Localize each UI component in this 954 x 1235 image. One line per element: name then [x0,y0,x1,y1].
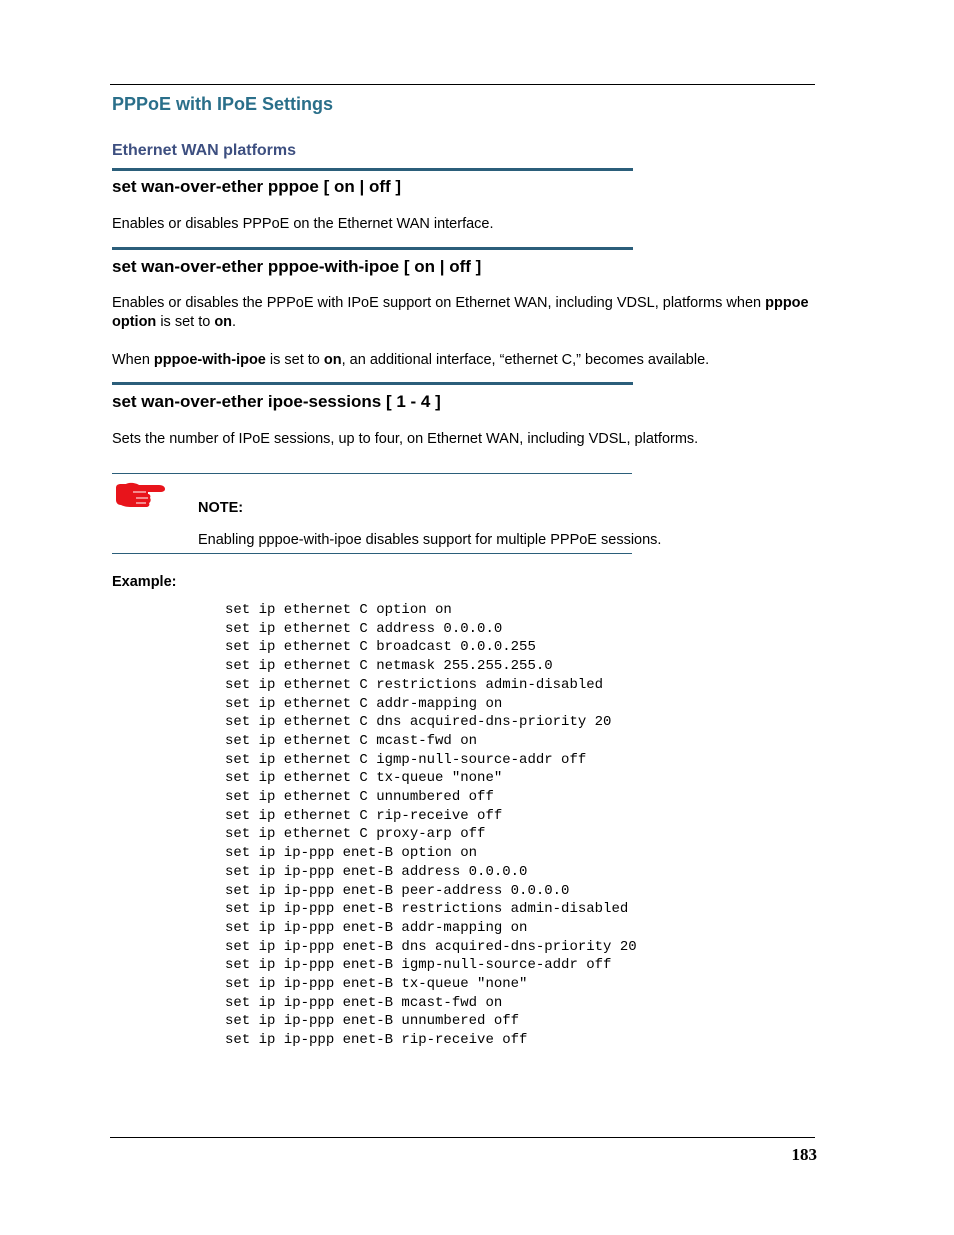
note-text: Enabling pppoe-with-ipoe disables support for multiple PPPoE sessions. [198,532,662,548]
note-label: NOTE: [198,500,244,516]
header-rule [110,84,815,85]
command-title: set wan-over-ether ipoe-sessions [ 1 - 4 ] [112,392,441,411]
command-title: set wan-over-ether pppoe-with-ipoe [ on | off ] [112,257,482,276]
example-code-block: set ip ethernet C option on set ip ethernet C address 0.0.0.0 set ip ethernet C broadcast 0.0.0.255 set ip ethernet C netmask 255.255.255.0 set ip ethernet C restrictions admin-disabled set ip ethernet C addr-mapping on set ip ethernet C dns acquired-dns-priority 20 set ip ethernet C mcast-fwd on set ip ethernet C igmp-null-source-addr off set ip ethernet C tx-queue "none" set ip ethernet C unnumbered off set ip ethernet C rip-receive off set ip ethernet C proxy-arp off set ip ip-ppp enet-B option on set ip ip-ppp enet-B address 0.0.0.0 set ip ip-ppp enet-B peer-address 0.0.0.0 set ip ip-ppp enet-B restrictions admin-disabled set ip ip-ppp enet-B addr-mapping on set ip ip-ppp enet-B dns acquired-dns-priority 20 set ip ip-ppp enet-B igmp-null-source-addr off set ip ip-ppp enet-B tx-queue "none" set ip ip-ppp enet-B mcast-fwd on set ip ip-ppp enet-B unnumbered off set ip ip-ppp enet-B rip-receive off [225,602,637,1049]
subsection-title: Ethernet WAN platforms [112,142,297,159]
command-rule [112,247,633,250]
command-note-paragraph: When pppoe-with-ipoe is set to on, an additional interface, “ethernet C,” becomes available. [112,352,710,368]
section-title: PPPoE with IPoE Settings [112,94,334,114]
note-bottom-rule [112,553,632,554]
command-rule [112,168,633,171]
command-rule [112,382,633,385]
pointing-hand-icon [112,480,166,510]
command-description: Enables or disables PPPoE on the Ethernet WAN interface. [112,216,494,232]
command-description: Sets the number of IPoE sessions, up to four, on Ethernet WAN, including VDSL, platforms. [112,431,699,447]
command-description: Enables or disables the PPPoE with IPoE support on Ethernet WAN, including VDSL, platforms when pppoe option is set to on. [112,295,809,330]
example-label: Example: [112,574,177,590]
command-title: set wan-over-ether pppoe [ on | off ] [112,177,402,196]
note-top-rule [112,473,632,474]
footer-rule [110,1137,815,1138]
page-number: 183 [791,1145,817,1164]
